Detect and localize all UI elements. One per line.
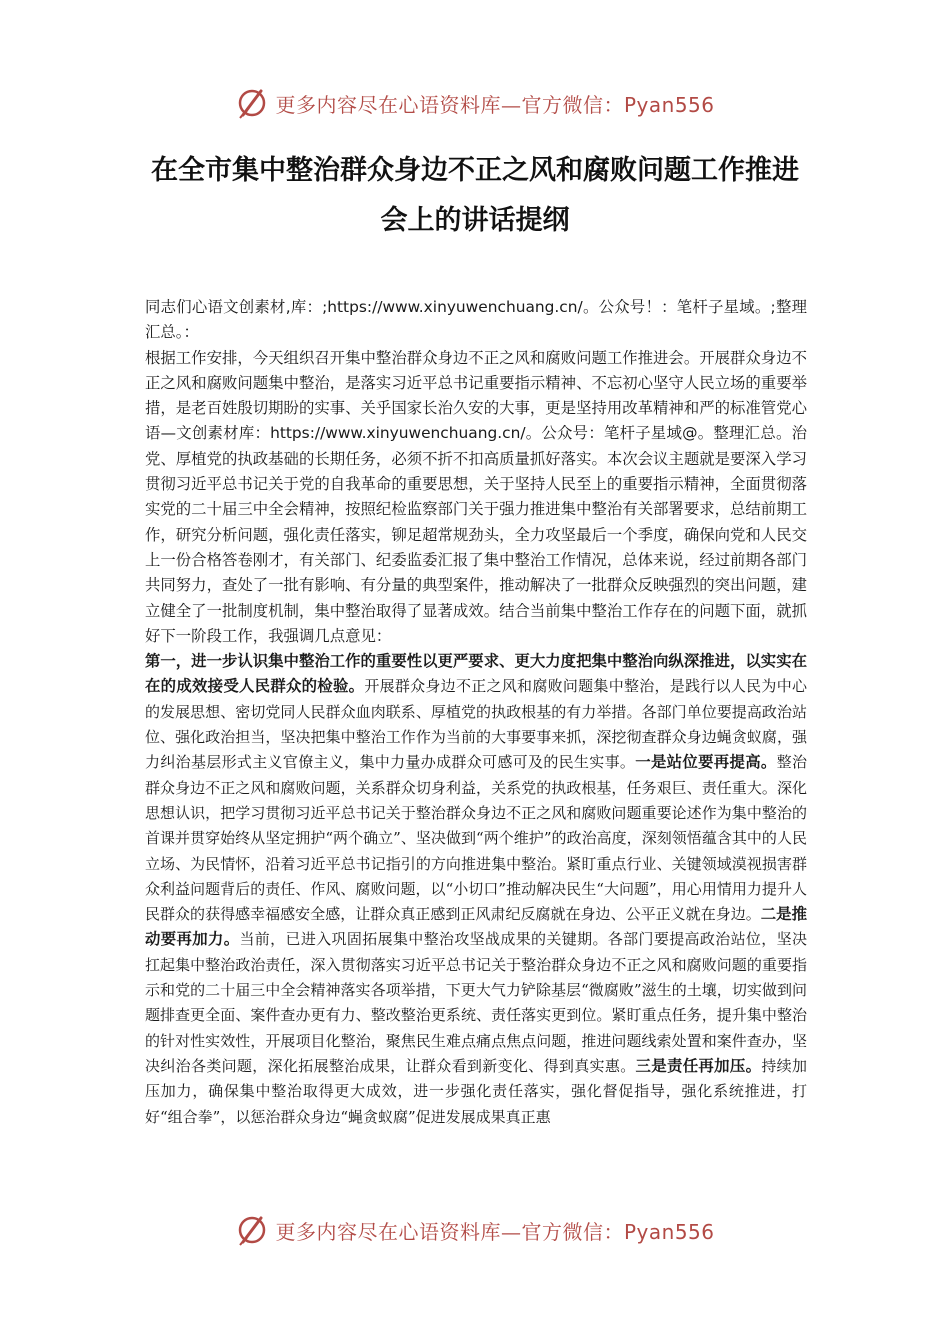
- watermark-text: 更多内容尽在心语资料库—官方微信：Pyan556: [275, 1219, 715, 1244]
- section-one-text: 开展群众身边不正之风和腐败问题集中整治，是践行以人民为中心的发展思想、密切党同人民群众血肉联系、厚植党的执政根基的有力举措。各部门单位要提高政治站位、强化政治担当，坚决把集中整治工作作为当前的大事要事来抓，深挖彻查群众身边蝇贪蚁腐，强力纠治基层形式主义官僚主义，集中力量办成群众可感可及的民生实事。: [145, 677, 807, 772]
- point-two-heading: 二是推动要再加力。: [145, 905, 807, 949]
- point-two-text: 当前，已进入巩固拓展集中整治攻坚战成果的关键期。各部门要提高政治站位，坚决扛起集中整治政治责任，深入贯彻落实习近平总书记关于整治群众身边不正之风和腐败问题的重要指示和党的二十届三中全会精神落实各项举措，下更大气力铲除基层“微腐败”滋生的土壤，切实做到问题排查更全面、案件查办更有力、整改整治更系统、责任落实更到位。紧盯重点任务，提升集中整治的针对性实效性，开展项目化整治，聚焦民生难点痛点焦点问题，推进问题线索处置和案件查办，坚决纠治各类问题，深化拓展整治成果，让群众看到新变化、得到真实惠。: [145, 930, 807, 1075]
- point-one-text: 整治群众身边不正之风和腐败问题，关系群众切身利益，关系党的执政根基，任务艰巨、责任重大。深化思想认识，把学习贯彻习近平总书记关于整治群众身边不正之风和腐败问题重要论述作为集中整治的首课并贯穿始终从坚定拥护“两个确立”、坚决做到“两个维护”的政治高度，深刻领悟蕴含其中的人民立场、为民情怀，沿着习近平总书记指引的方向推进集中整治。紧盯重点行业、关键领域漠视损害群众利益问题背后的责任、作风、腐败问题，以“小切口”推动解决民生“大问题”，用心用情用力提升人民群众的获得感幸福感安全感，让群众真正感到正风肃纪反腐就在身边、公平正义就在身边。: [145, 753, 807, 924]
- intro-line: 同志们心语文创素材,库：;https://www.xinyuwenchuang.cn/。公众号！：笔杆子星域。;整理汇总。：: [145, 298, 807, 342]
- document-title: 在全市集中整治群众身边不正之风和腐败问题工作推进会上的讲话提纲: [151, 155, 799, 236]
- point-three-text: 持续加压加力，确保集中整治取得更大成效，进一步强化责任落实，强化督促指导，强化系统推进，打好“组合拳”，以惩治群众身边“蝇贪蚁腐”促进发展成果真正惠: [145, 1056, 807, 1126]
- watermark-text: 更多内容尽在心语资料库—官方微信：Pyan556: [275, 92, 715, 117]
- wechat-id: Pyan556: [623, 92, 715, 117]
- document-body: [145, 295, 807, 1130]
- point-three-heading: 三是责任再加压。: [635, 1056, 762, 1075]
- wechat-id: Pyan556: [623, 1219, 715, 1244]
- section-one-heading: 第一，进一步认识集中整治工作的重要性以更严要求、更大力度把集中整治向纵深推进，以实实在在的成效接受人民群众的检验。: [145, 652, 807, 696]
- point-one-heading: 一是站位要再提高。: [635, 753, 777, 772]
- brush-logo-icon: [235, 85, 271, 121]
- opening-paragraph: 根据工作安排，今天组织召开集中整治群众身边不正之风和腐败问题工作推进会。开展群众身边不正之风和腐败问题集中整治，是落实习近平总书记重要指示精神、不忘初心坚守人民立场的重要举措，是老百姓殷切期盼的实事、关乎国家长治久安的大事，更是坚持用改革精神和严的标准管党心语—文创素材库：https://www.xinyuwenchuang.cn/。公众号：笔杆子星域@。整理汇总。治党、厚植党的执政基础的长期任务，必须不折不扣高质量抓好落实。本次会议主题就是要深入学习贯彻习近平总书记关于党的自我革命的重要思想，关于坚持人民至上的重要指示精神，全面贯彻落实党的二十届三中全会精神，按照纪检监察部门关于强力推进集中整治有关部署要求，总结前期工作，研究分析问题，强化责任落实，铆足超常规劲头，全力攻坚最后一个季度，确保向党和人民交上一份合格答卷刚才，有关部门、纪委监委汇报了集中整治工作情况，总体来说，经过前期各部门共同努力，查处了一批有影响、有分量的典型案件，推动解决了一批群众反映强烈的突出问题，建立健全了一批制度机制，集中整治取得了显著成效。结合当前集中整治工作存在的问题下面，就抓好下一阶段工作，我强调几点意见：: [145, 348, 807, 645]
- footer-watermark: [0, 1208, 950, 1252]
- section-one-paragraph: [145, 649, 807, 1130]
- brush-logo-icon: [235, 1212, 271, 1248]
- header-watermark: [0, 81, 950, 125]
